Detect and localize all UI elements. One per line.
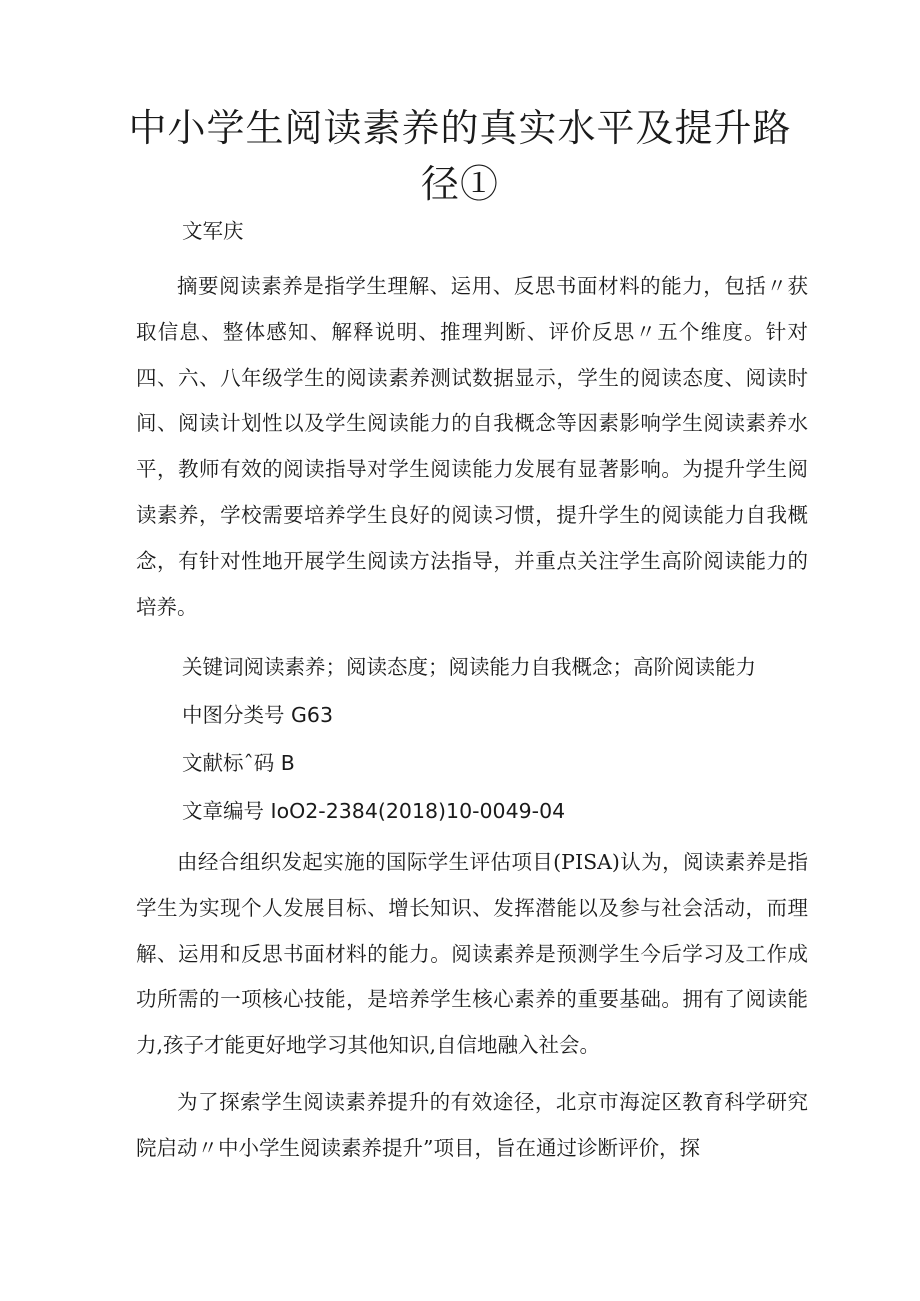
document-title: 中小学生阅读素养的真实水平及提升路径① (128, 106, 792, 206)
document-code-value-text: B (280, 751, 295, 775)
article-number-line (182, 796, 565, 826)
article-number-value-text: IoO2-2384(2018)10-0049-04 (270, 799, 566, 823)
article-number-label: 文章编号 (182, 799, 264, 823)
document-code-value (274, 751, 295, 775)
clc-label: 中图分类号 (182, 703, 285, 727)
abstract-paragraph: 摘要阅读素养是指学生理解、运用、反思书面材料的能力，包括〃获取信息、整体感知、解释说明、推理判断、评价反思〃五个维度。针对四、六、八年级学生的阅读素养测试数据显示，学生的阅读态度、阅读时间、阅读计划性以及学生阅读能力的自我概念等因素影响学生阅读素养水平，教师有效的阅读指导对学生阅读能力发展有显著影响。为提升学生阅读素养，学校需要培养学生良好的阅读习惯，提升学生的阅读能力自我概念，有针对性地开展学生阅读方法指导，并重点关注学生高阶阅读能力的培养。 (136, 274, 808, 619)
article-number-value (264, 799, 565, 823)
document-code-label: 文献标ˆ码 (182, 751, 275, 775)
keywords-line: 关键词阅读素养；阅读态度；阅读能力自我概念；高阶阅读能力 (182, 655, 756, 679)
author-name: 文军庆 (182, 219, 244, 243)
clc-number-line (182, 700, 333, 730)
body-paragraph-1: 由经合组织发起实施的国际学生评估项目(PISA)认为，阅读素养是指学生为实现个人发展目标、增长知识、发挥潜能以及参与社会活动，而理解、运用和反思书面材料的能力。阅读素养是预测学生今后学习及工作成功所需的一项核心技能，是培养学生核心素养的重要基础。拥有了阅读能力,孩子才能更好地学习其他知识,自信地融入社会。 (136, 850, 808, 1058)
body-paragraph-2: 为了探索学生阅读素养提升的有效途径，北京市海淀区教育科学研究院启动〃中小学生阅读素养提升”项目，旨在通过诊断评价，探 (136, 1090, 808, 1160)
clc-value (285, 703, 334, 727)
document-code-line (182, 748, 295, 778)
clc-value-text: G63 (291, 703, 334, 727)
